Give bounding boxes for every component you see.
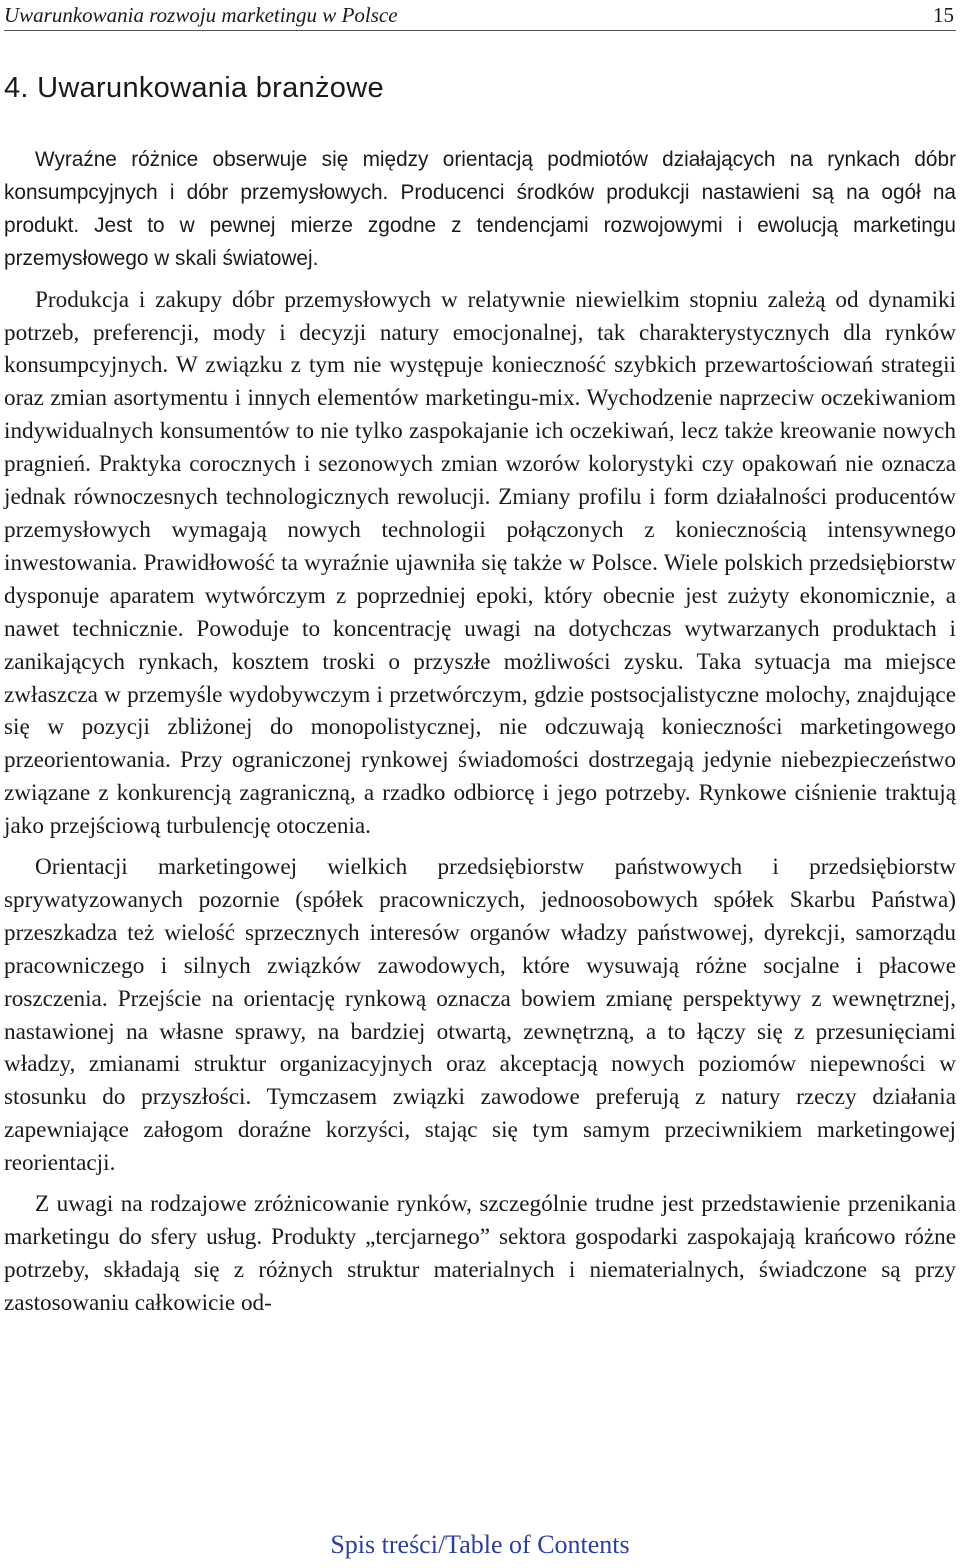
section-title: 4. Uwarunkowania branżowe — [4, 72, 384, 104]
paragraph-3: Orientacji marketingowej wielkich przedsiębiorstw państwowych i przedsiębiorstw sprywatyzowanych pozornie (spółek pracowniczych, jednoosobowych spółek Skarbu Państwa) przeszkadza też wielość sprzecznych interesów organów władzy państwowej, dyrekcji, samorządu pracowniczego i silnych związków zawodowych, które wysuwają różne socjalne i płacowe roszczenia. Przejście na orientację rynkową oznacza bowiem zmianę perspektywy z wewnętrznej, nastawionej na własne sprawy, na bardziej otwartą, zewnętrzną, a to łączy się z przesunięciami władzy, zmianami struktur organizacyjnych oraz akceptacją nowych poziomów niepewności w stosunku do przyszłości. Tymczasem związki zawodowe preferują z natury rzeczy działania zapewniające załogom doraźne korzyści, stając się tym samym przeciwnikiem marketingowej reorientacji. — [4, 854, 956, 1177]
body-text — [4, 144, 956, 1320]
page-number: 15 — [933, 3, 954, 27]
paragraph-1: Wyraźne różnice obserwuje się między orientacją podmiotów działających na rynkach dóbr konsumpcyjnych i dóbr przemysłowych. Producenci środków produkcji nastawieni są na ogół na produkt. Jest to w pewnej mierze zgodne z tendencjami rozwojowymi i ewolucją marketingu przemysłowego w skali światowej. — [4, 148, 956, 270]
paragraph-4: Z uwagi na rodzajowe zróżnicowanie rynków, szczególnie trudne jest przedstawienie przenikania marketingu do sfery usług. Produkty „tercjarnego” sektora gospodarki zaspokajają krańcowo różne potrzeby, składają się z różnych struktur materialnych i niematerialnych, świadczone są przy zastosowaniu całkowicie od- — [4, 1191, 956, 1316]
running-header — [4, 0, 956, 31]
table-of-contents-link[interactable]: Spis treści/Table of Contents — [330, 1530, 630, 1559]
paragraph-2: Produkcja i zakupy dóbr przemysłowych w relatywnie niewielkim stopniu zależą od dynamiki potrzeb, preferencji, mody i decyzji natury emocjonalnej, tak charakterystycznych dla rynków konsumpcyjnych. W związku z tym nie występuje konieczność szybkich przewartościowań strategii oraz zmian asortymentu i innych elementów marketingu-mix. Wychodzenie naprzeciw oczekiwaniom indywidualnych konsumentów to nie tylko zaspokajanie ich oczekiwań, lecz także kreowanie nowych pragnień. Praktyka corocznych i sezonowych zmian wzorów kolorystyki czy opakowań nie oznacza jednak równoczesnych technologicznych rewolucji. Zmiany profilu i form działalności producentów przemysłowych wymagają nowych technologii połączonych z koniecznością intensywnego inwestowania. Prawidłowość ta wyraźnie ujawniła się także w Polsce. Wiele polskich przedsiębiorstw dysponuje aparatem wytwórczym z poprzedniej epoki, który obecnie jest zużyty ekonomicznie, a nawet technicznie. Powoduje to koncentrację uwagi na dotychczas wytwarzanych produktach i zanikających rynkach, kosztem troski o przyszłe możliwości zysku. Taka sytuacja ma miejsce zwłaszcza w przemyśle wydobywczym i przetwórczym, gdzie postsocjalistyczne molochy, znajdujące się w pozycji zbliżonej do monopolistycznej, nie odczuwają konieczności marketingowego przeorientowania. Przy ograniczonej rynkowej świadomości dostrzegają jedynie niebezpieczeństwo związane z konkurencją zagraniczną, a rzadko odbiorcę i jego potrzeby. Rynkowe ciśnienie traktują jako przejściową turbulencję otoczenia. — [4, 286, 956, 840]
running-title: Uwarunkowania rozwoju marketingu w Polsce — [4, 3, 398, 27]
